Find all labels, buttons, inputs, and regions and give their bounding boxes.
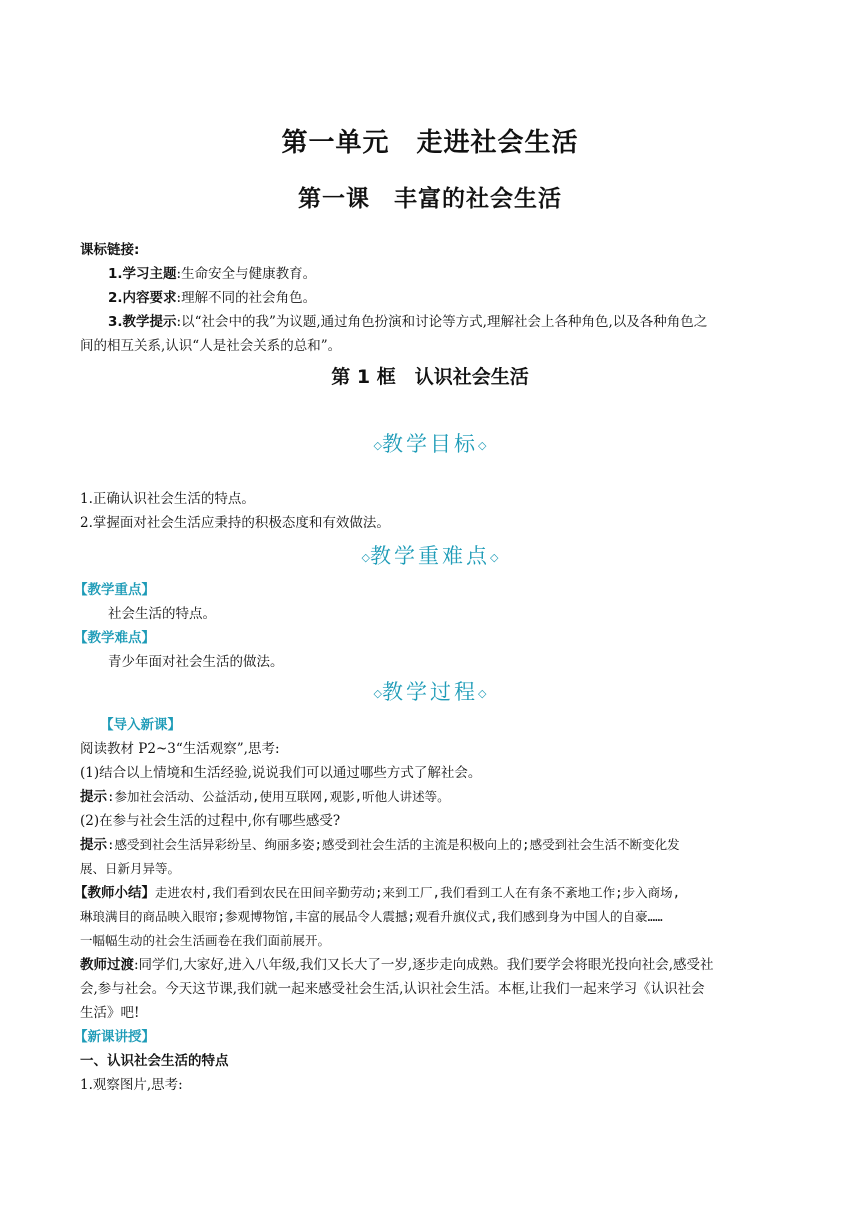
hint-label: 提示 (80, 789, 107, 805)
standards-heading: 课标链接: (80, 242, 140, 258)
transition-line-1 (80, 953, 784, 977)
diamond-icon: ◇ (373, 439, 382, 452)
intro-tag: 【导入新课】 (100, 717, 181, 733)
standard-item-2 (108, 286, 784, 310)
standard-label: 3.教学提示 (108, 314, 177, 330)
question-1: (1)结合以上情境和生活经验,说说我们可以通过哪些方式了解社会。 (80, 765, 482, 781)
part-1-heading: 一、认识社会生活的特点 (80, 1053, 229, 1069)
hint-2-line-1 (80, 833, 784, 857)
summary-line-1 (74, 881, 778, 905)
summary-tag: 【教师小结】 (74, 885, 155, 901)
hint-label: 提示 (80, 837, 107, 853)
diamond-icon: ◇ (361, 551, 370, 564)
transition-text: :同学们,大家好,进入八年级,我们又长大了一岁,逐步走向成熟。我们要学会将眼光投向社会,感受社 (134, 957, 714, 973)
standard-continuation: 间的相互关系,认识“人是社会关系的总和”。 (80, 338, 342, 354)
read-instruction: 阅读教材 P2~3“生活观察”,思考: (80, 741, 280, 757)
focus-text: 社会生活的特点。 (108, 606, 216, 622)
goal-item: 1.正确认识社会生活的特点。 (80, 491, 255, 507)
standard-item-3 (108, 310, 784, 334)
diamond-icon: ◇ (373, 687, 382, 700)
lesson-title: 第一课 丰富的社会生活 (298, 186, 562, 212)
key-points-heading-text: 教学重难点 (370, 544, 490, 568)
process-heading-text: 教学过程 (382, 680, 478, 704)
hint-text: :参加社会活动、公益活动,使用互联网,观影,听他人讲述等。 (107, 789, 450, 804)
hint-text: :感受到社会生活异彩纷呈、绚丽多姿;感受到社会生活的主流是积极向上的;感受到社会生活不断变化发 (107, 837, 680, 852)
goals-heading-text: 教学目标 (382, 432, 478, 456)
section-title: 第 1 框 认识社会生活 (331, 366, 529, 388)
summary-line-3: 一幅幅生动的社会生活画卷在我们面前展开。 (80, 933, 331, 948)
difficulty-text: 青少年面对社会生活的做法。 (108, 654, 284, 670)
standard-label: 2.内容要求 (108, 290, 177, 306)
observe-instruction: 1.观察图片,思考: (80, 1077, 183, 1093)
goals-heading (0, 428, 860, 458)
summary-text: 走进农村,我们看到农民在田间辛勤劳动;来到工厂,我们看到工人在有条不紊地工作;步入商场, (155, 885, 681, 900)
transition-line-2: 会,参与社会。今天这节课,我们就一起来感受社会生活,认识社会生活。本框,让我们一起来学习《认识社会 (80, 981, 705, 997)
standard-text: :理解不同的社会角色。 (176, 290, 317, 306)
diamond-icon: ◇ (478, 439, 487, 452)
standard-item-1 (108, 262, 784, 286)
diamond-icon: ◇ (490, 551, 499, 564)
difficulty-tag: 【教学难点】 (74, 630, 155, 646)
process-heading (0, 676, 860, 706)
diamond-icon: ◇ (478, 687, 487, 700)
transition-label: 教师过渡 (80, 957, 134, 973)
hint-2-line-2: 展、日新月异等。 (80, 861, 181, 876)
standard-label: 1.学习主题 (108, 266, 177, 282)
focus-tag: 【教学重点】 (74, 582, 155, 598)
standard-text: :以“社会中的我”为议题,通过角色扮演和讨论等方式,理解社会上各种角色,以及各种角色之 (176, 314, 708, 330)
new-lesson-tag: 【新课讲授】 (74, 1029, 155, 1045)
standard-text: :生命安全与健康教育。 (176, 266, 317, 282)
hint-1 (80, 785, 784, 809)
summary-line-2: 琳琅满目的商品映入眼帘;参观博物馆,丰富的展品令人震撼;观看升旗仪式,我们感到身为中国人的自豪…… (80, 909, 663, 924)
key-points-heading (0, 540, 860, 570)
question-2: (2)在参与社会生活的过程中,你有哪些感受? (80, 813, 341, 829)
goal-item: 2.掌握面对社会生活应秉持的积极态度和有效做法。 (80, 515, 390, 531)
unit-title: 第一单元 走进社会生活 (281, 128, 579, 158)
transition-line-3: 生活》吧! (80, 1005, 140, 1021)
